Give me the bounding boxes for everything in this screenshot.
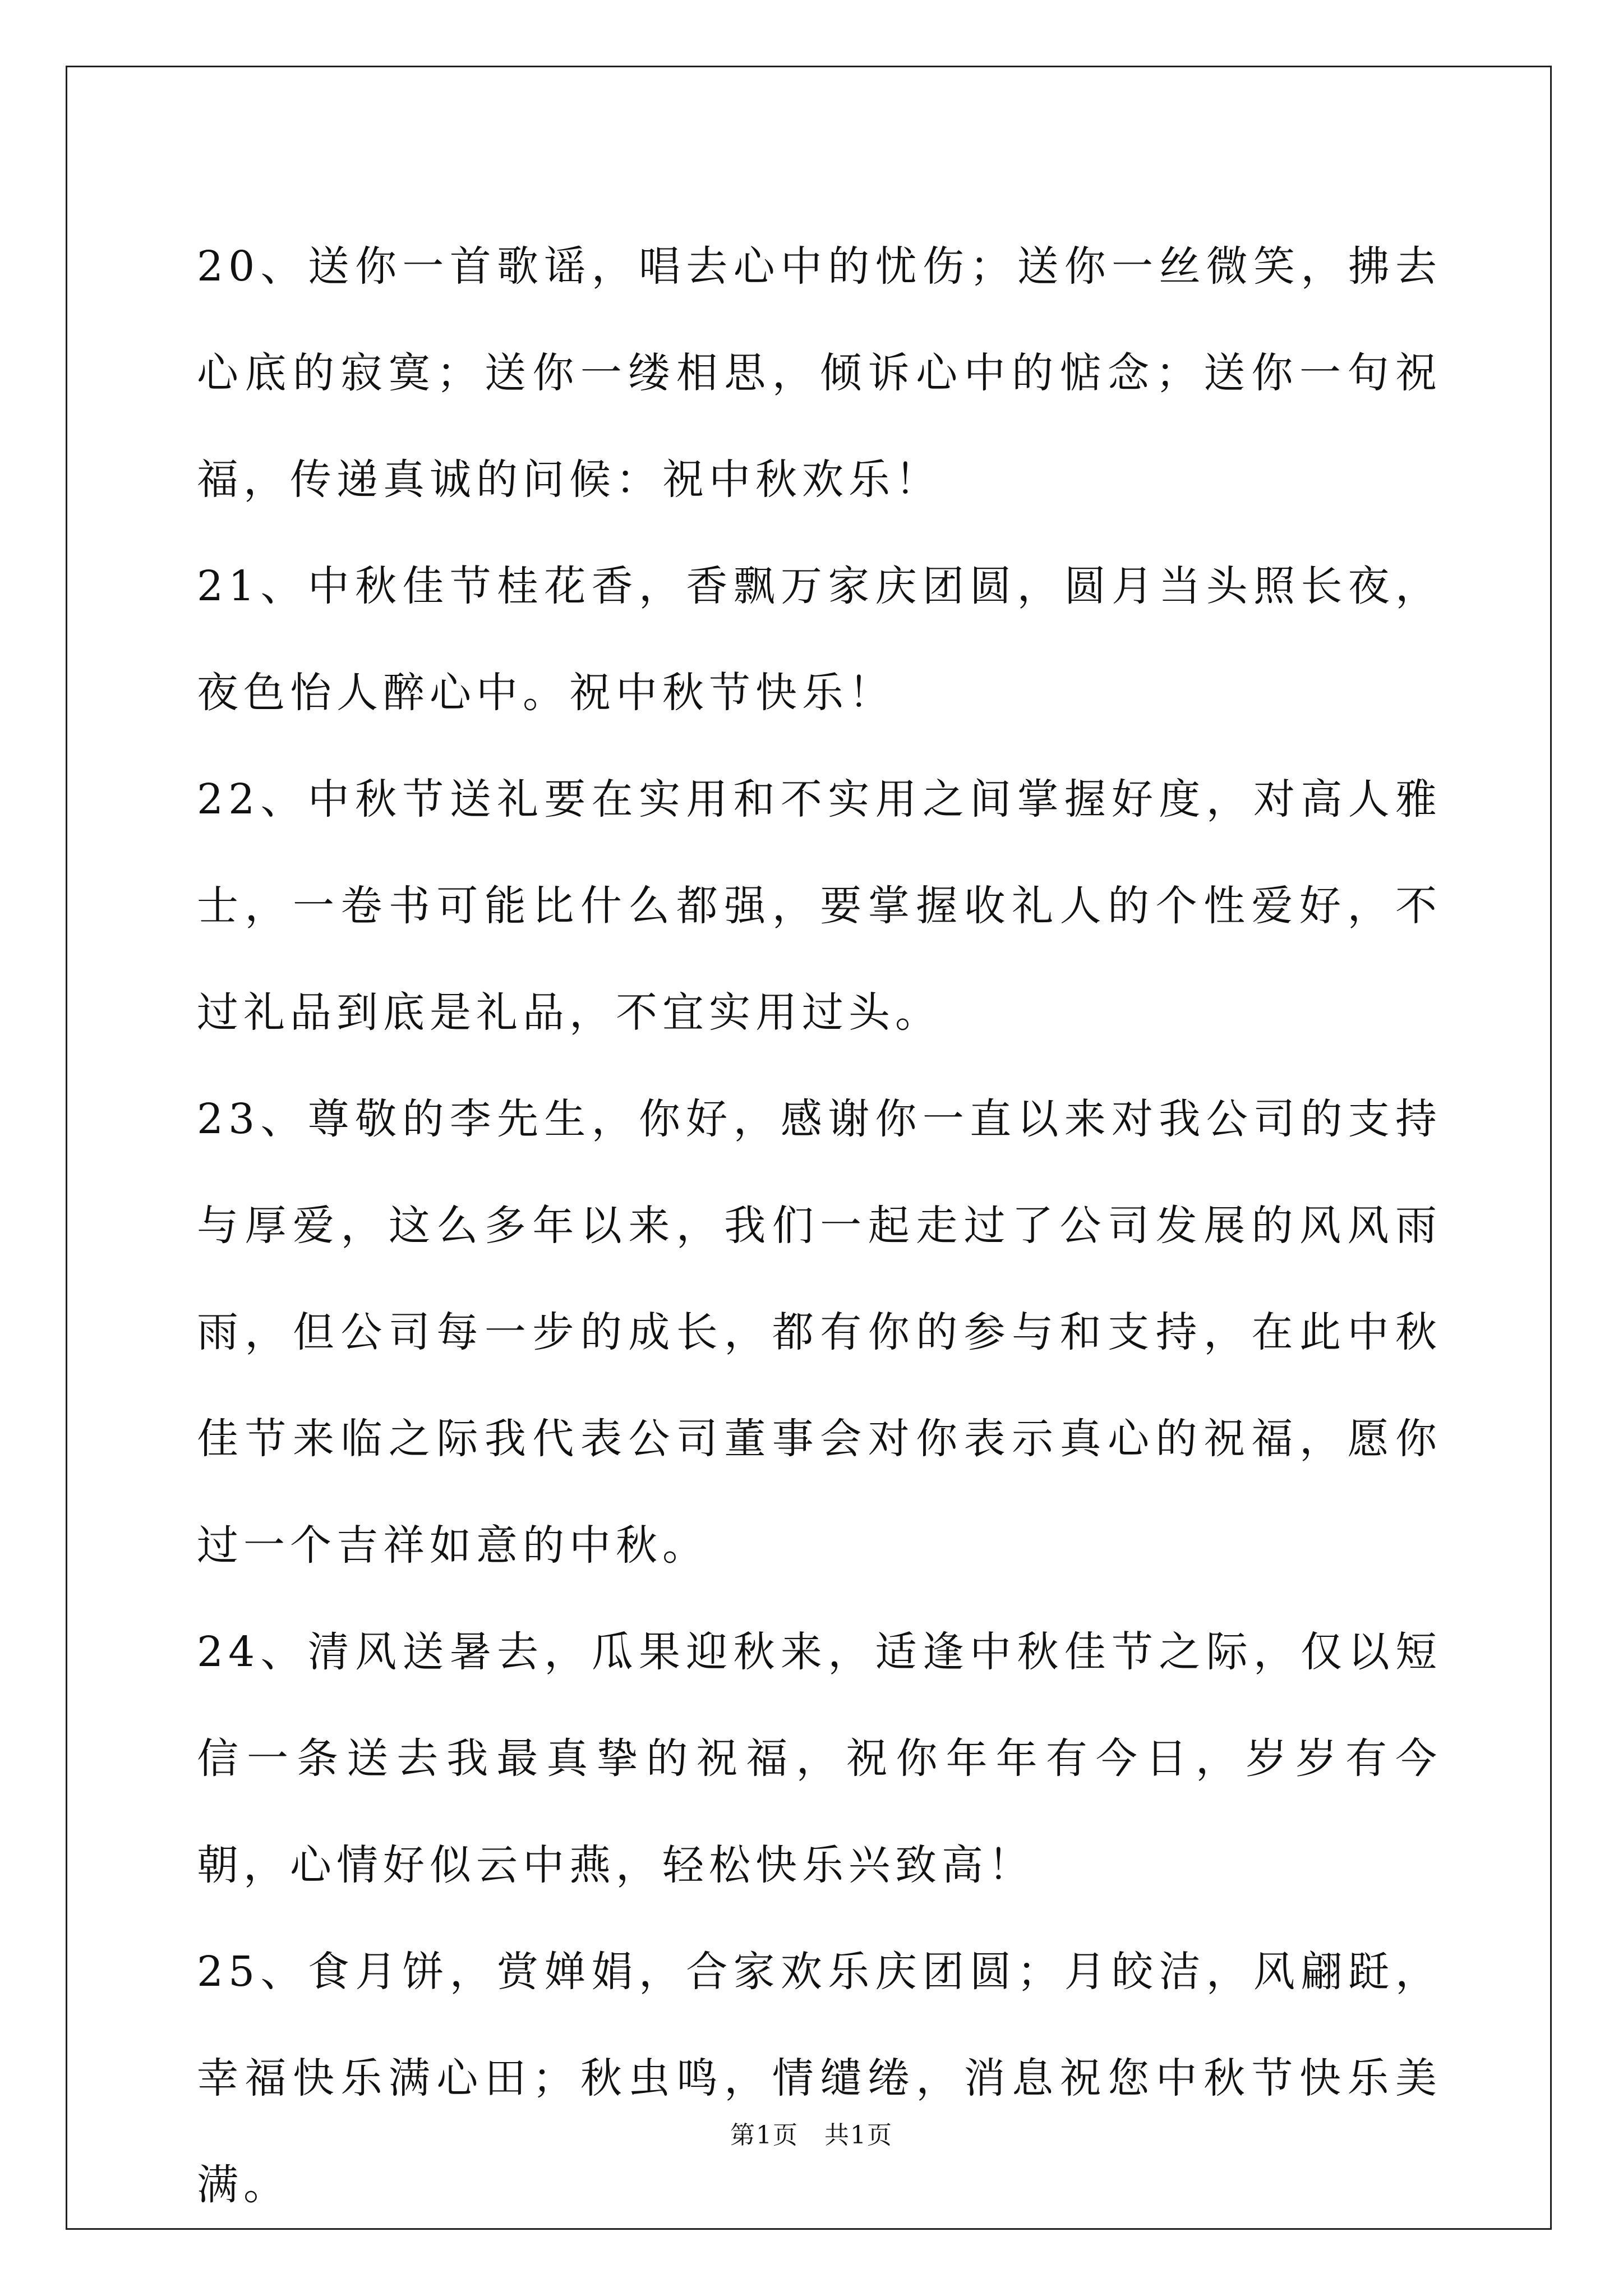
paragraph-20: 20、送你一首歌谣，唱去心中的忧伤；送你一丝微笑，拂去心底的寂寞；送你一缕相思，倾诉心中的惦念；送你一句祝福，传递真诚的问候：祝中秋欢乐！ <box>197 242 1442 504</box>
paragraph-21: 21、中秋佳节桂花香，香飘万家庆团圆，圆月当头照长夜，夜色怡人醉心中。祝中秋节快乐！ <box>197 562 1442 717</box>
document-body <box>197 213 1442 2238</box>
paragraph-25: 25、食月饼，赏婵娟，合家欢乐庆团圆；月皎洁，风翩跹，幸福快乐满心田；秋虫鸣，情缱绻，消息祝您中秋节快乐美满。 <box>197 1948 1442 2209</box>
page-footer <box>0 2115 1623 2151</box>
paragraph-22: 22、中秋节送礼要在实用和不实用之间掌握好度，对高人雅士，一卷书可能比什么都强，要掌握收礼人的个性爱好，不过礼品到底是礼品，不宜实用过头。 <box>197 775 1442 1037</box>
paragraph-24: 24、清风送暑去，瓜果迎秋来，适逢中秋佳节之际，仅以短信一条送去我最真挚的祝福，祝你年年有今日，岁岁有今朝，心情好似云中燕，轻松快乐兴致高！ <box>197 1628 1442 1889</box>
page-number-current: 第1页 <box>730 2121 799 2150</box>
paragraph-23: 23、尊敬的李先生，你好，感谢你一直以来对我公司的支持与厚爱，这么多年以来，我们一起走过了公司发展的风风雨雨，但公司每一步的成长，都有你的参与和支持，在此中秋佳节来临之际我代表公司董事会对你表示真心的祝福，愿你过一个吉祥如意的中秋。 <box>197 1095 1442 1570</box>
page-number-total: 共1页 <box>824 2121 893 2150</box>
